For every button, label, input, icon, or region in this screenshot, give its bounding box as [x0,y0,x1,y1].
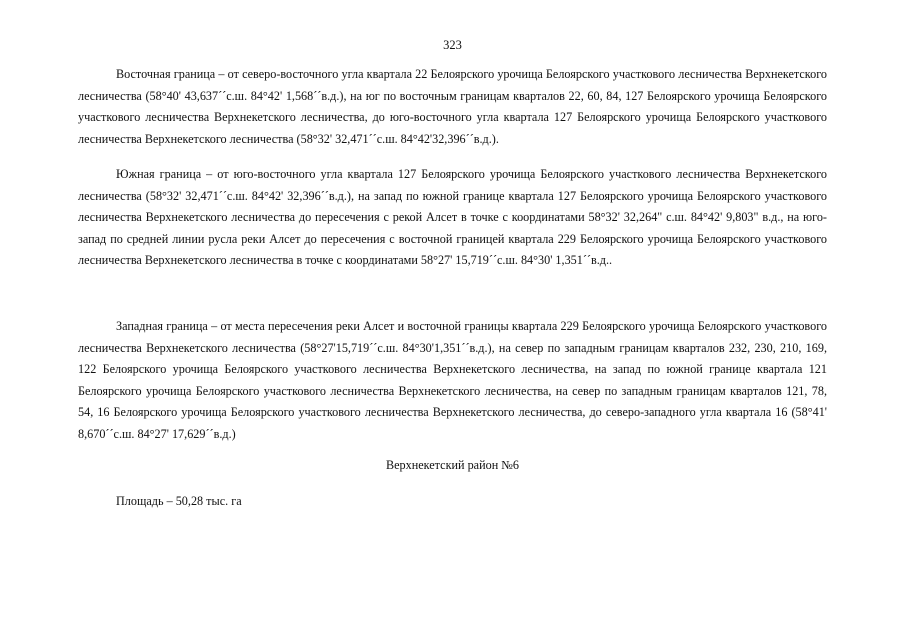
district-heading: Верхнекетский район №6 [386,458,519,472]
area-line: Площадь – 50,28 тыс. га [116,494,242,508]
south-boundary-paragraph: Южная граница – от юго-восточного угла квартала 127 Белоярского урочища Белоярского участкового лесничества Верхнекетского лесничества (58°32' 32,471´´с.ш. 84°42' 32,396´´в.д.), на запад по южной границе квартала 127 Белоярского урочища Белоярского участкового лесничества Верхнекетского лесничества до пересечения с рекой Алсет в точке с координатами 58°32' 32,264" с.ш. 84°42' 9,803" в.д., на юго-запад по средней линии русла реки Алсет до пересечения с восточной границей квартала 229 Белоярского урочища Белоярского участкового лесничества Верхнекетского лесничества в точке с координатами 58°27' 15,719´´с.ш. 84°30' 1,351´´в.д.. [78,167,827,268]
west-boundary-paragraph: Западная граница – от места пересечения реки Алсет и восточной границы квартала 229 Белоярского урочища Белоярского участкового лесничества Верхнекетского лесничества (58°27'15,719´´с.ш. 84°30'1,351´´в.д.), на север по западным границам кварталов 232, 230, 210, 169, 122 Белоярского урочища Белоярского участкового лесничества Верхнекетского лесничества, на запад по южной границе квартала 121 Белоярского урочища Белоярского участкового лесничества Верхнекетского лесничества, на север по западным границам кварталов 121, 78, 54, 16 Белоярского урочища Белоярского участкового лесничества Верхнекетского лесничества, до северо-западного угла квартала 16 (58°41' 8,670´´с.ш. 84°27' 17,629´´в.д.) [78,319,827,441]
east-boundary-paragraph: Восточная граница – от северо-восточного угла квартала 22 Белоярского урочища Белоярского участкового лесничества Верхнекетского лесничества (58°40' 43,637´´с.ш. 84°42' 1,568´´в.д.), на юг по восточным границам кварталов 22, 60, 84, 127 Белоярского урочища Белоярского участкового лесничества Верхнекетского лесничества, до юго-восточного угла квартала 127 Белоярского урочища Белоярского участкового лесничества Верхнекетского лесничества (58°32' 32,471´´с.ш. 84°42'32,396´´в.д.). [78,67,827,146]
page-number: 323 [443,38,462,52]
